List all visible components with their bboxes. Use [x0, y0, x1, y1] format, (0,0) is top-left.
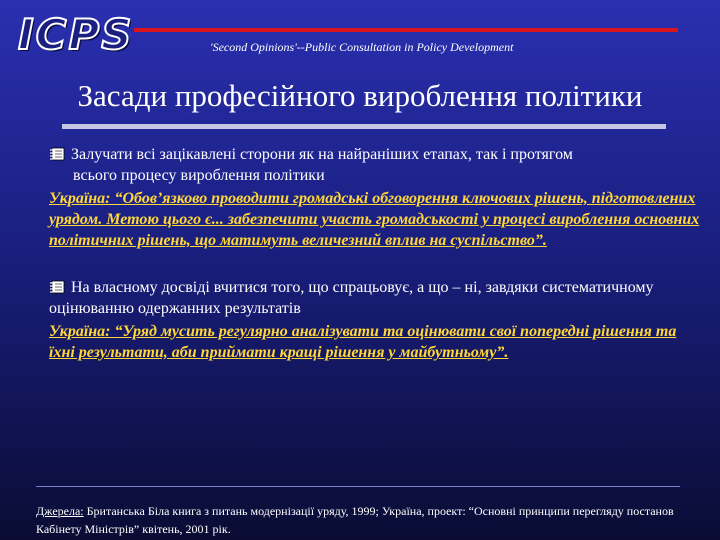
notebook-icon [49, 147, 65, 161]
bullet-point-1 [49, 144, 705, 251]
footnote-divider [36, 486, 680, 487]
footnote-label: Джерела: [36, 504, 84, 518]
icps-logo: ICPS [18, 10, 134, 59]
header-subtitle: 'Second Opinions'--Public Consultation in Policy Development [210, 40, 514, 54]
notebook-icon [49, 280, 65, 294]
title-underline [62, 124, 666, 129]
footnote [36, 502, 686, 538]
slide-body [49, 144, 705, 363]
bullet-point-2 [49, 277, 705, 363]
header-red-rule [134, 28, 678, 32]
bullet-text: На власному досвіді вчитися того, що спрацьовує, а що – ні, завдяки систематичному оцінюванню одержанних результатів [49, 279, 654, 317]
ukraine-quote: Україна: “Уряд мусить регулярно аналізувати та оцінювати свої попередні рішення та їхні результати, аби приймати кращі рішення у майбутньому”. [49, 323, 677, 361]
footnote-text: Британська Біла книга з питань модернізації уряду, 1999; Україна, проект: “Основні принципи перегляду постанов Кабінету Міністрів” квітень, 2001 рік. [36, 504, 674, 536]
slide-title: Засади професійного вироблення політики [77, 78, 643, 113]
bullet-text: Залучати всі зацікавлені сторони як на найраніших етапах, так і протягом [71, 146, 573, 163]
ukraine-quote: Україна: “Обов’язково проводити громадські обговорення ключових рішень, підготовлених урядом. Метою цього є... забезпечити участь громадськості у процесі вироблення основних політичних рішень, що матимуть величезний вплив на суспільство”. [49, 190, 700, 249]
bullet-text-continued: всього процесу вироблення політики [73, 167, 325, 184]
